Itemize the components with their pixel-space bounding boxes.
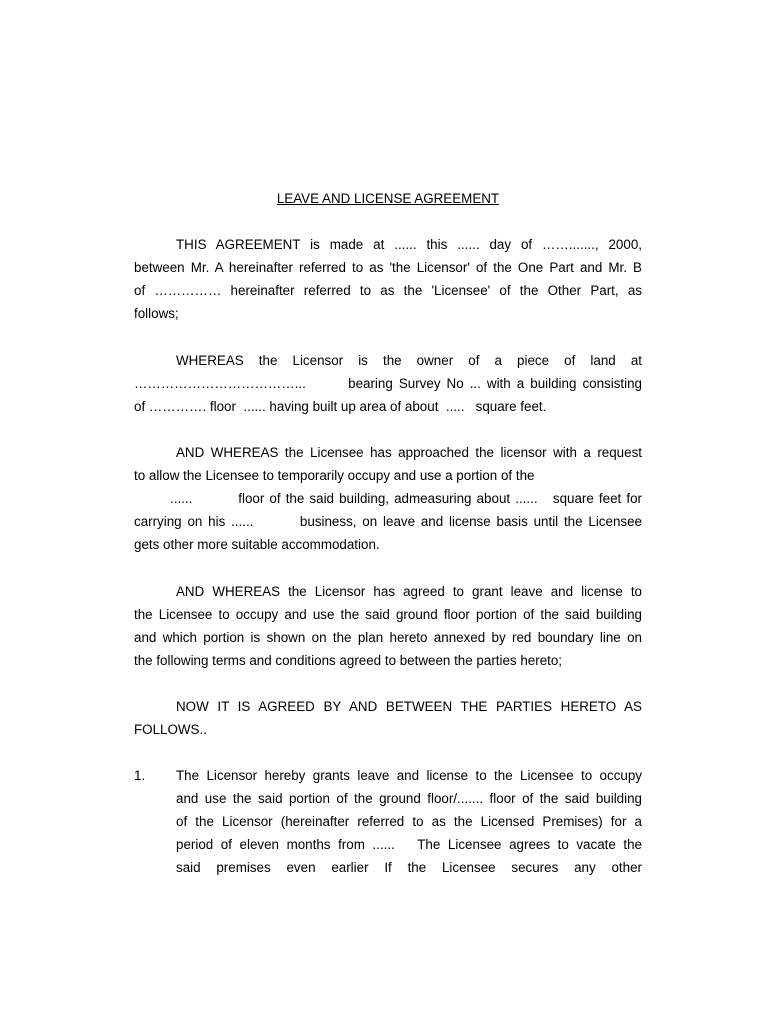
paragraph-line: gets other more suitable accommodation. [134,537,380,552]
paragraph-line: the following terms and conditions agreed to between the parties hereto; [134,653,563,668]
paragraph-line: carrying on his ...... business, on leave and license basis until the Licensee [134,514,642,529]
clause-line: said premises even earlier If the Licensee secures any other [176,860,642,875]
paragraph-line: and which portion is shown on the plan hereto annexed by red boundary line on [134,630,642,645]
whereas-paragraph [134,349,642,418]
paragraph-line: THIS AGREEMENT is made at ...... this ...... day of ……......., 2000, [176,237,642,252]
agreement-paragraph [134,695,642,741]
whereas-paragraph-licensee [134,441,642,556]
clause-line: and use the said portion of the ground floor/....... floor of the said building [176,791,642,806]
paragraph-line: ………………………………... bearing Survey No ... with a building consisting [134,376,642,391]
paragraph-line: AND WHEREAS the Licensee has approached the licensor with a request [176,445,642,460]
clause-line: The Licensor hereby grants leave and license to the Licensee to occupy [176,768,642,783]
whereas-paragraph-licensor [134,580,642,672]
clause-line: period of eleven months from ...... The Licensee agrees to vacate the [176,837,642,852]
paragraph-line: between Mr. A hereinafter referred to as 'the Licensor' of the One Part and Mr. B [134,260,642,275]
paragraph-line: AND WHEREAS the Licensor has agreed to grant leave and license to [176,584,642,599]
clause-line: of the Licensor (hereinafter referred to as the Licensed Premises) for a [176,814,642,829]
paragraph-line: follows; [134,306,179,321]
paragraph-line: NOW IT IS AGREED BY AND BETWEEN THE PARTIES HERETO AS [176,699,642,714]
paragraph-line: ...... floor of the said building, admeasuring about ...... square feet for [170,491,642,506]
paragraph-line: of …………. floor ...... having built up area of about ..... square feet. [134,399,547,414]
paragraph-line: to allow the Licensee to temporarily occupy and use a portion of the [134,468,535,483]
paragraph-line: the Licensee to occupy and use the said ground floor portion of the said building [134,607,642,622]
clause-number: 1. [134,768,146,783]
recital-paragraph [134,233,642,325]
paragraph-line: of …………… hereinafter referred to as the 'Licensee' of the Other Part, as [134,283,642,298]
document-title: LEAVE AND LICENSE AGREEMENT [276,191,500,206]
clause-text [176,764,642,879]
paragraph-line: WHEREAS the Licensor is the owner of a piece of land at [176,353,642,368]
paragraph-line: FOLLOWS.. [134,722,207,737]
